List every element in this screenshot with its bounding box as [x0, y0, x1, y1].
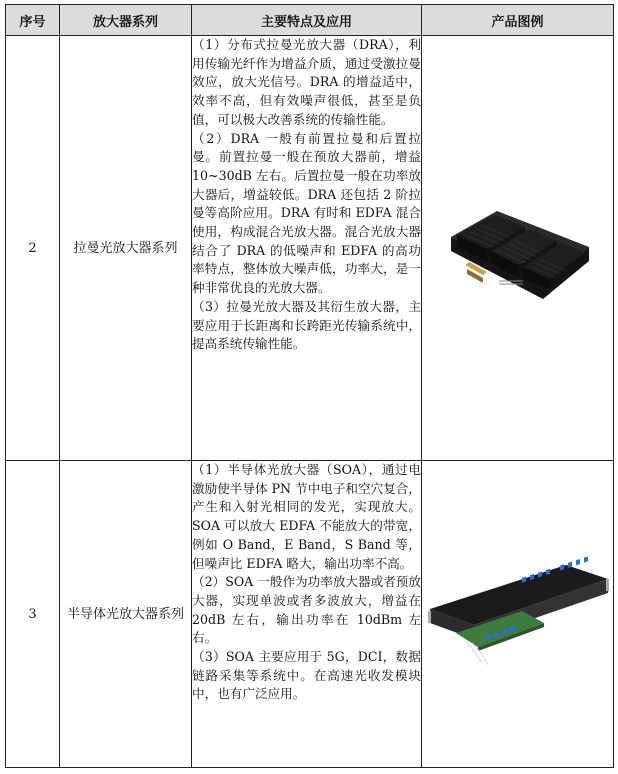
row-description	[192, 461, 422, 768]
amplifier-table	[5, 4, 614, 768]
description-paragraph: （2）DRA 一般有前置拉曼和后置拉曼。前置拉曼一般在预放大器前，增益 10~30dB 左右。后置拉曼一般在功率放大器后，增益较低。DRA 还包括 2 阶拉曼等高阶应用。DRA 有时和 EDFA 混合使用，构成混合光放大器。混合光放大器结合了 DRA 的低噪声和 EDFA 的高功率特点，整体放大噪声低，功率大，是一种非常优良的光放大器。	[192, 130, 421, 296]
row-image-cell	[422, 461, 614, 768]
row-series: 半导体光放大器系列	[60, 461, 192, 768]
row-index: 3	[6, 461, 60, 768]
table-row	[6, 461, 614, 768]
row-image-cell	[422, 36, 614, 461]
header-features: 主要特点及应用	[192, 5, 422, 36]
row-index: 2	[6, 36, 60, 461]
description-paragraph: （3）SOA 主要应用于 5G，DCI，数据链路采集等系统中。在高速光收发模块中，也有广泛应用。	[192, 649, 421, 702]
table-header-row	[6, 5, 614, 36]
header-series: 放大器系列	[60, 5, 192, 36]
row-series: 拉曼光放大器系列	[60, 36, 192, 461]
row-description	[192, 36, 422, 461]
header-index: 序号	[6, 5, 60, 36]
soa-rack-unit-icon	[426, 557, 610, 667]
description-paragraph: （1）半导体光放大器（SOA），通过电激励使半导体 PN 节中电子和空穴复合，产生和入射光相同的发光，实现放大。SOA 可以放大 EDFA 不能放大的带宽，例如 O Band，E Band，S Band 等，但噪声比 EDFA 略大，输出功率不高。	[192, 462, 421, 571]
header-image: 产品图例	[422, 5, 614, 36]
raman-amplifier-module-icon	[443, 181, 593, 311]
description-paragraph: （1）分布式拉曼光放大器（DRA），利用传输光纤作为增益介质，通过受激拉曼效应，放大光信号。DRA 的增益适中，效率不高，但有效噪声很低，甚至是负值，可以极大改善系统的传输性能。	[192, 37, 421, 127]
description-paragraph: （3）拉曼光放大器及其衍生放大器，主要应用于长距离和长跨距光传输系统中，提高系统传输性能。	[192, 298, 421, 352]
description-paragraph: （2）SOA 一般作为功率放大器或者预放大器，实现单波或者多波放大，增益在 20dB 左右，输出功率在 10dBm 左右。	[192, 574, 421, 646]
table-row	[6, 36, 614, 461]
